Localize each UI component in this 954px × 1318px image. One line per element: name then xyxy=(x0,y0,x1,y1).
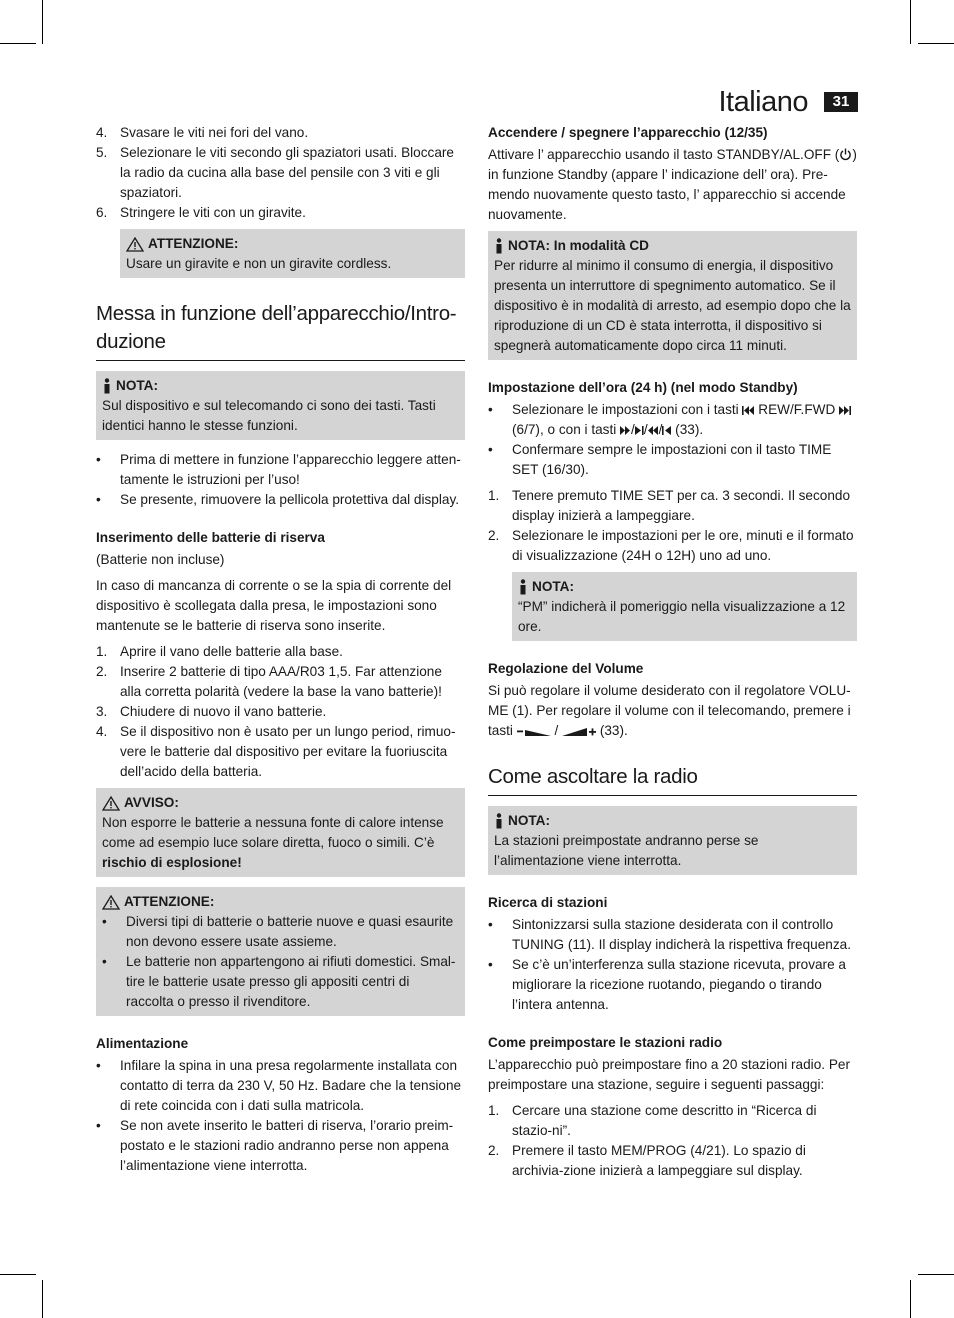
crop-mark xyxy=(910,1280,911,1318)
power-bullets xyxy=(96,1056,465,1176)
rewind-icon xyxy=(648,425,659,436)
crop-mark xyxy=(910,0,911,44)
page-number: 31 xyxy=(824,92,858,112)
time-bullets xyxy=(488,400,857,480)
subheading: Come preimpostare le stazioni radio xyxy=(488,1035,723,1050)
skip-back-icon xyxy=(742,405,754,416)
right-column: Accendere / spegnere l’apparecchio (12/35) Attivare l’ apparecchio usando il tasto STANDBY/AL.OFF ( ) in funzione Standby (appare l’ indicazione dell’ ora). Pre-mendo nuovamente questo tasto, l’ apparecchio si accende nuovamente. NOTA: In modalità CD Per ridurre al minimo il consumo di energia, il dispositivo presenta un interruttore di spegnimento automatico. Se il dispositivo è in modalità di arresto, ad esempio dopo che la riproduzione di un CD è stata interrotta, il dispositivo si spegnerà automaticamente dopo circa 11 minuti. Impostazione dell’ora (24 h) (nel modo Standby) • Selezionare le impostazioni con i tasti REW/F.FWD (6/7), o con i tasti / / / (33). • Confermare sempre le impostazioni con il tasto TIME SET (16/30). 1. Tenere premuto TIME SET per ca. 3 secondi. Il secondo display inizierà a lampeggiare. 2. Selezionare le impostazioni per le ore, minuti e il formato di visualizzazione (24H o 12H) uno ad uno. NOTA: “PM” indicherà il pomeriggio nella visualizzazione a 12 ore. Regolazione del Volume Si può regolare il volume desiderato con il regolatore VOLU-ME (1). Per regolare il volume con il telecomando, premere i tasti / (33). Come ascoltare la radio NOTA: La stazioni preimpostate andranno perse se l’alimentazione viene interrotta. Ricerca di stazioni • Sintonizzarsi sulla stazione desiderata con il controllo TUNING (11). Il display indicherà la rispettiva frequenza. • Se c’è un’interferenza sulla stazione ricevuta, provare a migliorare la ricezione ruotando, piegando o tirando l’intera antenna. Come preimpostare le stazioni radio L’apparecchio può preimpostare fino a 20 stazioni radio. Per preimpostare una stazione, seguire i seguenti passaggi: 1. Cercare una stazione come descritto in “Ricerca di stazio-ni”. 2. Premere il tasto MEM/PROG (4/21). Lo spazio di archivia-zione inizierà a lampeggiare sul display. xyxy=(488,123,857,1185)
info-icon xyxy=(518,579,528,595)
list-item: • Sintonizzarsi sulla stazione desiderata con il controllo TUNING (11). Il display indicherà la rispettiva frequenza. xyxy=(488,917,851,952)
list-item: 3. Chiudere di nuovo il vano batterie. xyxy=(96,704,327,719)
crop-mark xyxy=(918,43,954,44)
crop-mark xyxy=(0,43,36,44)
volume-down-icon xyxy=(517,726,551,737)
crop-mark xyxy=(42,0,43,44)
fast-forward-icon xyxy=(620,425,631,436)
volume-up-icon xyxy=(562,726,596,737)
list-item: • Selezionare le impostazioni con i tasti REW/F.FWD (6/7), o con i tasti / / / (33). xyxy=(488,400,857,440)
info-icon xyxy=(102,378,112,394)
list-item: • Le batterie non appartengono ai rifiuti domestici. Smal-tire le batterie usate presso gli appositi centri di raccolta o presso il rivenditore. xyxy=(102,954,456,1009)
subheading: Alimentazione xyxy=(96,1036,189,1051)
list-item: 1. Cercare una stazione come descritto in “Ricerca di stazio-ni”. xyxy=(488,1103,817,1138)
subheading: Accendere / spegnere l’apparecchio (12/35) xyxy=(488,125,768,140)
search-bullets xyxy=(488,915,857,1015)
list-item: • Se c’è un’interferenza sulla stazione ricevuta, provare a migliorare la ricezione ruotando, piegando o tirando l’intera antenna. xyxy=(488,957,846,1012)
subheading: Inserimento delle batterie di riserva xyxy=(96,530,325,545)
list-item: 2. Premere il tasto MEM/PROG (4/21). Lo spazio di archivia-zione inizierà a lampeggiare sul display. xyxy=(488,1143,806,1178)
attention-box: ATTENZIONE: • Diversi tipi di batterie o batterie nuove e quasi esaurite non devono essere usate assieme. • Le batterie non appartengono ai rifiuti domestici. Smal-tire le batterie usate presso gli appositi centri di raccolta o presso il rivenditore. xyxy=(96,887,465,1016)
next-icon xyxy=(635,425,644,436)
warning-icon xyxy=(126,237,144,252)
list-item: 4. Se il dispositivo non è usato per un lungo period, rimuo-vere le batterie dal dispositivo per evitare la fuoriuscita dell’acido della batteria. xyxy=(96,724,456,779)
list-item: 1. Tenere premuto TIME SET per ca. 3 secondi. Il secondo display inizierà a lampeggiare. xyxy=(488,488,851,523)
left-column: 4. Svasare le viti nei fori del vano. 5. Selezionare le viti secondo gli spaziatori usati. Bloccare la radio da cucina alla base del pensile con 3 viti e gli spaziatori. 6. Stringere le viti con un giravite. ATTENZIONE: Usare un giravite e non un giravite cordless. Messa in funzione dell’apparecchio/Intro-duzione NOTA: Sul dispositivo e sul telecomando ci sono dei tasti. Tasti identici hanno le stesse funzioni. • Prima di mettere in funzione l’apparecchio leggere atten-tamente le istruzioni per l’uso! • Se presente, rimuovere la pellicola protettiva dal display. Inserimento delle batterie di riserva (Batterie non incluse) In caso di mancanza di corrente o se la spia di corrente del dispositivo è scollegata dalla presa, le impostazioni sono mantenute se le batterie di riserva sono inserite. 1. Aprire il vano delle batterie alla base. 2. Inserire 2 batterie di tipo AAA/R03 1,5. Far attenzione alla corretta polarità (vedere la base la vano batterie)! 3. Chiudere di nuovo il vano batterie. 4. Se il dispositivo non è usato per un lungo period, rimuo-vere le batterie dal dispositivo per evitare la fuoriuscita dell’acido della batteria. AVVISO: Non esporre le batterie a nessuna fonte di calore intense come ad esempio luce solare diretta, fuoco o simili. C’è rischio di esplosione! ATTENZIONE: • Diversi tipi di batterie o batterie nuove e quasi esaurite non devono essere usate assieme. • Le batterie non appartengono ai rifiuti domestici. Smal-tire le batterie usate presso gli appositi centri di raccolta o presso il rivenditore. Alimentazione • Infilare la spina in una presa regolarmente installata con contatto di terra da 230 V, 50 Hz. Badare che la tensione di rete coincida con i dati sulla matricola. • Se non avete inserito le batteri di riserva, l’orario preim-postato e le stazioni radio andranno perse non appena l’alimentazione viene interrotta. xyxy=(96,123,465,1180)
info-icon xyxy=(494,813,504,829)
list-item: • Se presente, rimuovere la pellicola protettiva dal display. xyxy=(96,492,460,507)
warning-icon xyxy=(102,895,120,910)
crop-mark xyxy=(0,1274,36,1275)
note-box: NOTA: Sul dispositivo e sul telecomando ci sono dei tasti. Tasti identici hanno le stesse funzioni. xyxy=(96,371,465,440)
list-item: • Prima di mettere in funzione l’apparecchio leggere atten-tamente le istruzioni per l’uso! xyxy=(96,452,461,487)
list-item: • Confermare sempre le impostazioni con il tasto TIME SET (16/30). xyxy=(488,442,832,477)
list-item: • Se non avete inserito le batteri di riserva, l’orario preim-postato e le stazioni radio andranno perse non appena l’alimentazione viene interrotta. xyxy=(96,1118,454,1173)
note-box: NOTA: La stazioni preimpostate andranno perse se l’alimentazione viene interrotta. xyxy=(488,806,857,875)
list-item: • Diversi tipi di batterie o batterie nuove e quasi esaurite non devono essere usate assieme. xyxy=(102,914,454,949)
preset-steps xyxy=(488,1101,857,1181)
intro-bullets xyxy=(96,450,465,510)
section-title: Messa in funzione dell’apparecchio/Intro-duzione xyxy=(96,300,465,361)
power-icon xyxy=(839,148,852,161)
list-item: 2. Selezionare le impostazioni per le ore, minuti e il formato di visualizzazione (24H o 12H) uno ad uno. xyxy=(488,528,854,563)
warning-icon xyxy=(102,796,120,811)
warning-box: AVVISO: Non esporre le batterie a nessuna fonte di calore intense come ad esempio luce solare diretta, fuoco o simili. C’è rischio di esplosione! xyxy=(96,788,465,877)
list-item: 2. Inserire 2 batterie di tipo AAA/R03 1,5. Far attenzione alla corretta polarità (vedere la base la vano batterie)! xyxy=(96,664,442,699)
battery-steps xyxy=(96,642,465,782)
list-item: 1. Aprire il vano delle batterie alla base. xyxy=(96,644,343,659)
subheading: Regolazione del Volume xyxy=(488,661,644,676)
list-item: 6. Stringere le viti con un giravite. xyxy=(96,205,306,220)
list-item: 5. Selezionare le viti secondo gli spaziatori usati. Bloccare la radio da cucina alla base del pensile con 3 viti e gli spaziatori. xyxy=(96,145,454,200)
attention-box: ATTENZIONE: Usare un giravite e non un giravite cordless. xyxy=(120,229,465,278)
list-item: 4. Svasare le viti nei fori del vano. xyxy=(96,125,309,140)
skip-forward-icon xyxy=(839,405,851,416)
page-title: Italiano xyxy=(718,86,808,118)
note-box: NOTA: In modalità CD Per ridurre al minimo il consumo di energia, il dispositivo presenta un interruttore di spegnimento automatico. Se il dispositivo è in modalità di arresto, ad esempio dopo che la riproduzione di un CD è stata interrotta, il dispositivo si spegnerà automaticamente dopo circa 11 minuti. xyxy=(488,231,857,360)
list-item: • Infilare la spina in una presa regolarmente installata con contatto di terra da 230 V, 50 Hz. Badare che la tensione di rete coincida con i dati sulla matricola. xyxy=(96,1058,462,1113)
section-title: Come ascoltare la radio xyxy=(488,763,857,796)
subheading: Impostazione dell’ora (24 h) (nel modo Standby) xyxy=(488,380,798,395)
time-steps xyxy=(488,486,857,566)
previous-icon xyxy=(662,425,671,436)
mounting-steps xyxy=(96,123,465,223)
note-box: NOTA: “PM” indicherà il pomeriggio nella visualizzazione a 12 ore. xyxy=(512,572,857,641)
subheading: Ricerca di stazioni xyxy=(488,895,608,910)
info-icon xyxy=(494,238,504,254)
crop-mark xyxy=(42,1280,43,1318)
crop-mark xyxy=(918,1274,954,1275)
